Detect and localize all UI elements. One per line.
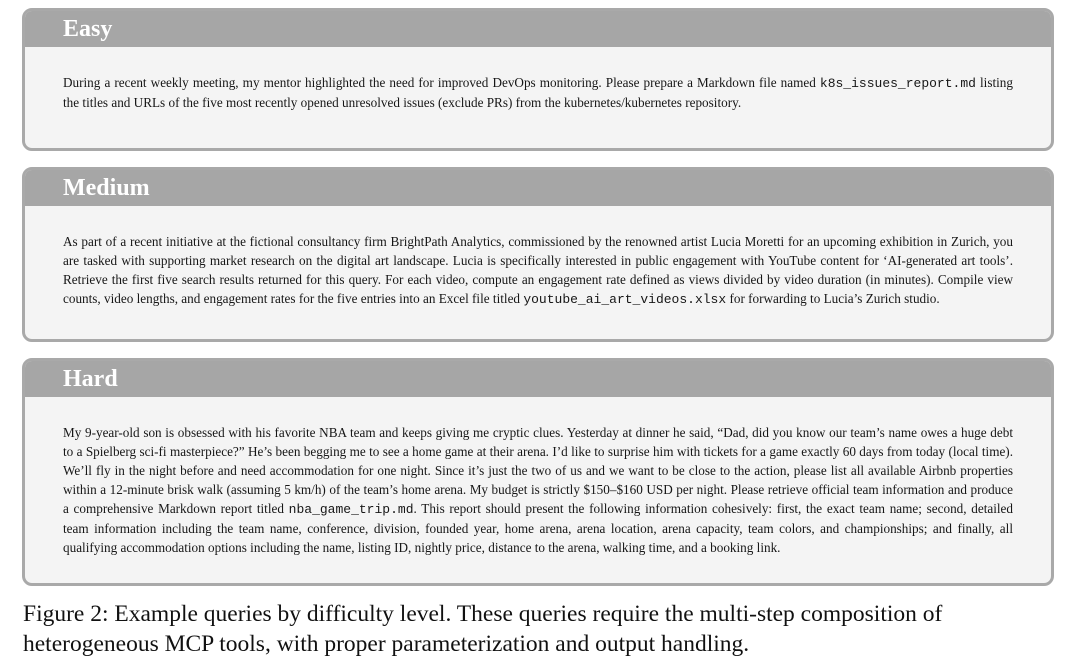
easy-query-box [22,8,1054,151]
medium-filename: youtube_ai_art_videos.xlsx [523,292,727,307]
medium-query-text [25,206,1051,309]
easy-query-text [25,47,1051,112]
easy-text-after: listing the titles and URLs of the five most recently opened unresolved issues (exclude PRs) from the kubernetes/kubernetes repository. [63,75,1013,110]
medium-title: Medium [63,175,150,201]
easy-filename: k8s_issues_report.md [819,76,976,91]
medium-query-box [22,167,1054,342]
easy-header [25,11,1051,47]
hard-title: Hard [63,366,118,392]
hard-text-before: My 9-year-old son is obsessed with his favorite NBA team and keeps giving me cryptic clues. Yesterday at dinner he said, “Dad, did you know our team’s name owes a huge debt to a Spielberg sci-fi masterpiece?” He’s been begging me to see a home game at their arena. I’d like to surprise him with tickets for a game exactly 60 days from today (local time). We’ll fly in the night before and need accommodation for one night. Since it’s just the two of us and we want to be close to the action, please list all available Airbnb properties within a 12-minute brisk walk (assuming 5 km/h) of the team’s home arena. My budget is strictly $150–$160 USD per night. Please retrieve official team information and produce a comprehensive Markdown report titled [63,425,1013,516]
figure-caption: Figure 2: Example queries by difficulty level. These queries require the multi-step composition of heterogeneous MCP tools, with proper parameterization and output handling. [23,601,943,657]
hard-text-after: . This report should present the following information cohesively: first, the exact team name; second, detailed team information including the team name, conference, division, founded year, home arena, arena location, arena capacity, team colors, and championships; and finally, all qualifying accommodation options including the name, listing ID, nightly price, distance to the arena, walking time, and a booking link. [63,501,1013,555]
medium-header [25,170,1051,206]
hard-query-text [25,397,1051,557]
hard-filename: nba_game_trip.md [288,502,414,517]
medium-text-after: for forwarding to Lucia’s Zurich studio. [726,291,940,306]
hard-query-box [22,358,1054,586]
medium-text-before: As part of a recent initiative at the fictional consultancy firm BrightPath Analytics, commissioned by the renowned artist Lucia Moretti for an upcoming exhibition in Zurich, you are tasked with supporting market research on the digital art landscape. Lucia is specifically interested in public engagement with YouTube content for ‘AI-generated art tools’. Retrieve the first five search results returned for this query. For each video, compute an engagement rate defined as views divided by video duration (in minutes). Compile view counts, video lengths, and engagement rates for the five entries into an Excel file titled [63,234,1013,306]
hard-header [25,361,1051,397]
easy-text-before: During a recent weekly meeting, my mentor highlighted the need for improved DevOps monitoring. Please prepare a Markdown file named [63,75,820,90]
easy-title: Easy [63,16,113,42]
